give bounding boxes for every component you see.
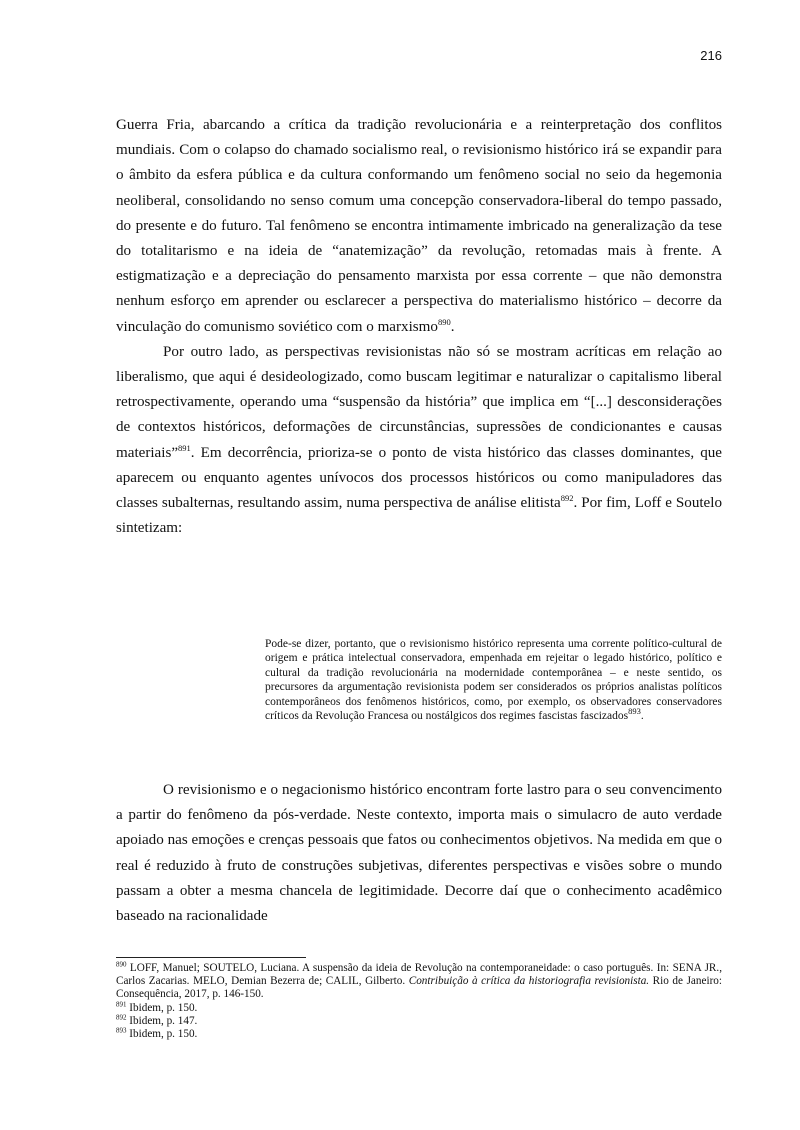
page-number: 216	[700, 48, 722, 63]
paragraph-1-end: .	[450, 318, 455, 335]
block-quote-text: Pode-se dizer, portanto, que o revisionismo histórico representa uma corrente político-cultural de origem e prática intelectual conservadora, empenhada em rejeitar o legado histórico, político e cultural da tradição revolucionária na modernidade contemporânea – e neste sentido, os precursores da argumentação revisionista podem ser considerados os próprios analistas políticos contemporâneos dos fenômenos históricos, como, por exemplo, os observadores conservadores críticos da Revolução Francesa ou nostálgicos dos regimes fascistas fascizados	[265, 638, 722, 723]
footnote-title: Contribuição à crítica da historiografia revisionista.	[408, 975, 650, 988]
footnote-ref-890[interactable]: 890	[437, 316, 451, 327]
block-quote-end: .	[640, 710, 644, 723]
footnote-number: 892	[116, 1013, 127, 1022]
paragraph-1	[116, 113, 722, 340]
footnote-text-end: Rio de Janeiro: Consequência, 2017, p. 146-150.	[116, 975, 722, 1001]
footnote-ref-893[interactable]: 893	[628, 706, 641, 717]
footnote-ref-892[interactable]: 892	[560, 493, 574, 504]
footnote-number: 893	[116, 1026, 127, 1035]
paragraph-2-text-a: Por outro lado, as perspectivas revisionistas não só se mostram acríticas em relação ao liberalismo, que aqui é desideologizado, como buscam legitimar e naturalizar o capitalismo liberal retrospectivamente, operando uma “suspensão da história” que implica em “[...] desconsiderações de contextos históricos, deformações de circunstâncias, supressões de condicionantes e causas materiais”	[116, 343, 722, 461]
paragraph-3: O revisionismo e o negacionismo histórico encontram forte lastro para o seu convencimento a partir do fenômeno da pós-verdade. Neste contexto, importa mais o simulacro de auto verdade apoiado nas emoções e crenças pessoais que fatos ou conhecimentos objetivos. Na medida em que o real é reduzido à fruto de construções subjetivas, diferentes perspectivas e visões sobre o mundo passam a obter a mesma chancela de legitimidade. Decorre daí que o conhecimento acadêmico baseado na racionalidade	[116, 782, 722, 925]
footnote-text: LOFF, Manuel; SOUTELO, Luciana. A suspensão da ideia de Revolução na contemporaneidade: o caso português. In: SENA JR., Carlos Zacarias. MELO, Demian Bezerra de; CALIL, Gilberto.	[116, 962, 722, 988]
footnote-text: Ibidem, p. 150.	[126, 1001, 198, 1014]
footnote-text: Ibidem, p. 150.	[126, 1028, 198, 1041]
footnote-892	[116, 1015, 722, 1028]
paragraph-1-text: Guerra Fria, abarcando a crítica da tradição revolucionária e a reinterpretação dos conflitos mundiais. Com o colapso do chamado socialismo real, o revisionismo histórico irá se expandir para o âmbito da esfera pública e da cultura conformando um fenômeno social no seio da hegemonia neoliberal, consolidando no senso comum uma concepção conservadora-liberal do tempo passado, do presente e do futuro. Tal fenômeno se encontra intimamente imbricado na generalização da tese do totalitarismo e na ideia de “anatemização” da revolução, retomadas mais à frente. A estigmatização e a depreciação do pensamento marxista por essa corrente – que não demonstra nenhum esforço em aprender ou esclarecer a perspectiva do materialismo histórico – decorre da vinculação do comunismo soviético com o marxismo	[116, 117, 722, 335]
footnote-893	[116, 1028, 722, 1041]
footnote-number: 890	[116, 960, 127, 969]
main-body-text	[116, 113, 722, 541]
paragraph-2-text-b: . Em decorrência, prioriza-se o ponto de vista histórico das classes dominantes, que aparecem ou enquanto agentes unívocos dos processos históricos ou como manipuladores das classes subalternas, resultando assim, numa perspectiva de análise elitista	[116, 444, 722, 512]
footnote-number: 891	[116, 999, 127, 1008]
footnote-divider	[116, 957, 306, 958]
footnotes	[116, 962, 722, 1041]
paragraph-2	[116, 340, 722, 542]
footnote-ref-891[interactable]: 891	[178, 442, 191, 453]
footnote-text: Ibidem, p. 147.	[126, 1014, 198, 1027]
block-quote	[265, 637, 722, 723]
paragraph-2-text-c: . Por fim, Loff e Soutelo sintetizam:	[116, 495, 722, 537]
footnote-891	[116, 999, 722, 1015]
footnote-890	[116, 962, 722, 1002]
